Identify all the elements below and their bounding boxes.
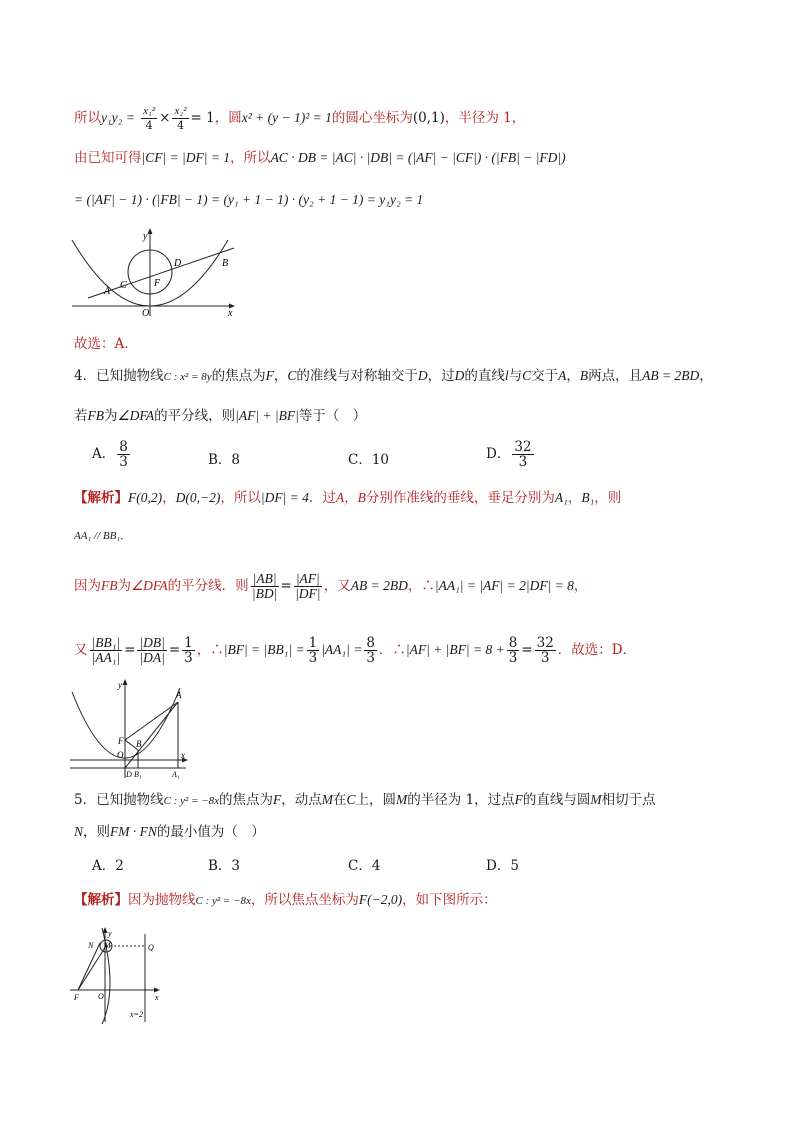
solution-line-1: 所以y₁y₂ = $\frac{\text{x₁²}}{4}$ × $\frac{\text{x₂²}}{4}$ = 1，圆x² + (y − 1)² = 1的圆心坐标为(0,1)，半径为 1， — [74, 105, 526, 132]
figure-3-parabola-circle-tangent — [68, 924, 172, 1024]
label-f: F — [118, 736, 124, 746]
label-d: D — [174, 258, 182, 269]
q5-option-b[interactable]: B．3 — [208, 858, 241, 874]
q4-option-d[interactable]: D． $\frac{32}{3}$ — [486, 439, 532, 470]
label-q: Q — [148, 943, 154, 952]
label-b: B — [222, 258, 229, 269]
q5-stem-line-1: 5．已知抛物线C : y² = −8x的焦点为F，动点M在C上，圆M的半径为 1，过点F的直线与圆M相切于点 — [74, 792, 656, 808]
label-f: F — [154, 278, 161, 289]
line-da — [125, 702, 178, 768]
label-x-equals-2: x=2 — [130, 1010, 143, 1019]
q4-options — [92, 440, 712, 476]
label-y: y — [118, 680, 122, 690]
q5-option-d[interactable]: D．5 — [486, 858, 519, 874]
label-a: A — [176, 690, 182, 700]
q5-option-c[interactable]: C．4 — [348, 858, 381, 874]
q4-stem-line-1: 4．已知抛物线C : x² = 8y的焦点为F，C的准线与对称轴交于D，过D的直线l与C交于A，B两点，且AB = 2BD， — [74, 368, 713, 384]
label-y: y — [143, 231, 148, 242]
parabola-curve — [72, 688, 180, 758]
label-a1: A₁ — [172, 770, 180, 779]
label-a: A — [104, 286, 111, 297]
label-b: B — [136, 739, 142, 749]
q5-stem-line-2: N，则FM · FN的最小值为（ ） — [74, 824, 265, 840]
figure-1-parabola-circle — [68, 226, 243, 318]
q4-solution-line-3: 因为FB为∠DFA的平分线．则 $\frac{|AB|}{|BD|}$ = $\frac{|AF|}{|DF|}$ ，又AB = 2BD，∴|AA₁| = |AF| = 2|DF| = 8， — [74, 571, 588, 601]
label-x: x — [181, 750, 185, 760]
label-x: x — [155, 993, 159, 1002]
q5-options — [92, 854, 712, 876]
q5-solution-line-1: 【解析】因为抛物线C : y² = −8x，所以焦点坐标为F(−2,0)，如下图所示： — [74, 892, 497, 908]
figure-2-parabola-focus — [68, 676, 192, 780]
q4-stem-line-2: 若FB为∠DFA的平分线，则|AF| + |BF|等于（ ） — [74, 408, 367, 424]
q4-option-a[interactable]: A． $\frac{8}{3}$ — [92, 439, 128, 470]
label-o: O — [98, 992, 104, 1001]
answer-line: 故选：A. — [74, 336, 129, 352]
label-n: N — [88, 941, 94, 950]
q4-option-b[interactable]: B．8 — [208, 452, 241, 468]
label-m: M — [104, 941, 111, 950]
q4-solution-line-4: 又 $\frac{\text{|BB₁|}}{\text{|AA₁|}}$ = $\frac{|DB|}{|DA|}$ = $\frac{1}{3}$ ，∴|BF| = |BB₁| = $\frac{1}{3}$ |AA₁| = $\frac{8}{3}$ ．∴|AF| + |BF| = 8 + $\frac{8}{3}$ = $\frac{32}{3}$ ．故选：D． — [74, 635, 637, 666]
label-o: O — [142, 308, 150, 318]
label-d: D — [126, 770, 132, 779]
label-o: O — [117, 750, 124, 760]
q4-solution-line-1: 【解析】F(0,2)，D(0,−2)，所以|DF| = 4．过A，B分别作准线的垂线，垂足分别为A₁，B₁，则 — [74, 490, 622, 506]
q4-option-c[interactable]: C．10 — [348, 452, 390, 468]
solution-line-2: 由已知可得|CF| = |DF| = 1，所以AC · DB = |AC| · |DB| = (|AF| − |CF|) · (|FB| − |FD|) — [74, 150, 566, 166]
label-c: C — [120, 280, 127, 291]
line-fm — [78, 946, 106, 990]
q4-solution-line-2: AA₁ // BB₁． — [74, 529, 132, 542]
label-f: F — [74, 993, 79, 1002]
line-fn — [78, 943, 100, 990]
label-x: x — [228, 308, 233, 318]
solution-line-3: = (|AF| − 1) · (|FB| − 1) = (y₁ + 1 − 1) · (y₂ + 1 − 1) = y₁y₂ = 1 — [74, 192, 424, 207]
label-b1: B₁ — [134, 770, 142, 779]
label-y: y — [108, 929, 112, 938]
q5-option-a[interactable]: A．2 — [92, 858, 124, 874]
